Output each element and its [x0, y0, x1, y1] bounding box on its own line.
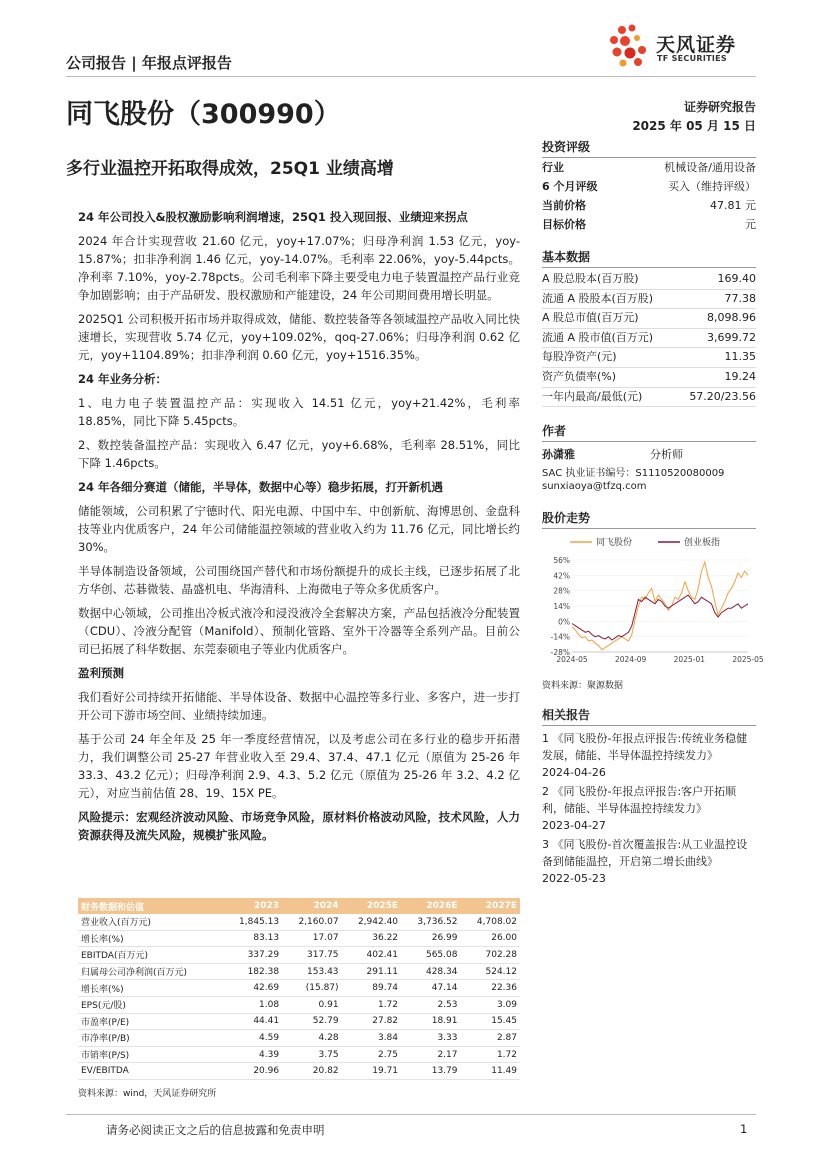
body-heading-4: 盈利预测: [78, 666, 124, 680]
financial-table-source: 资料来源：wind，天风证券研究所: [78, 1088, 217, 1099]
series-line-1: [572, 595, 748, 640]
body-paragraph: 基于公司 24 年全年及 25 年一季度经营情况，以及考虑公司在多行业的稳步开拓潜力，我们调整公司 25-27 年营业收入至 29.4、37.4、47.1 亿元（原值为 25-26 年 33.3、43.2 亿元）；归母净利润 2.9、4.3、5.2 亿元（原值为 25-26 年 3.2、4.2 亿元），对应当前估值 28、19、15X PE。: [78, 732, 520, 800]
financial-table-header: 2025E: [342, 898, 401, 914]
report-type: 证券研究报告: [683, 100, 756, 114]
rating-row-value: 47.81 元: [710, 199, 756, 212]
table-cell: (15.87): [282, 980, 341, 997]
table-cell: 2,160.07: [282, 914, 341, 930]
rating-row: [542, 177, 756, 196]
basic-row: [542, 309, 756, 329]
rating-row-key: 目标价格: [542, 218, 586, 231]
table-cell: 1,845.13: [223, 914, 282, 930]
author-role: 分析师: [650, 448, 683, 461]
table-cell: 565.08: [401, 947, 460, 964]
rating-row-key: 行业: [542, 161, 564, 174]
report-category: 公司报告 | 年报点评报告: [66, 54, 232, 72]
basic-row-key: 一年内最高/最低(元): [542, 389, 643, 403]
financial-table-header: 2023: [223, 898, 282, 914]
body-paragraph: 储能领域，公司积累了宁德时代、阳光电源、中国中车、中创新航、海博思创、金盘科技等业内优质客户，24 年公司储能温控领域的营业收入约为 11.76 亿元，同比增长约 30%。: [78, 504, 520, 554]
basic-row-key: 资产负债率(%): [542, 369, 617, 383]
table-cell: 3.09: [460, 996, 520, 1013]
related-heading: 相关报告: [542, 706, 756, 726]
table-cell: 18.91: [401, 1013, 460, 1030]
table-cell: 47.14: [401, 980, 460, 997]
logo-en: TF SECURITIES: [657, 54, 727, 63]
table-row: [78, 930, 520, 947]
table-cell: 428.34: [401, 963, 460, 980]
y-tick-label: 42%: [553, 571, 570, 581]
table-cell: 153.43: [282, 963, 341, 980]
page-subtitle: 多行业温控开拓取得成效，25Q1 业绩高增: [66, 159, 394, 179]
page-title: 同飞股份（300990）: [66, 99, 341, 130]
rating-row-value: 元: [745, 218, 756, 231]
table-row: [78, 947, 520, 964]
y-tick-label: 56%: [553, 556, 570, 565]
table-cell: 市销率(P/S): [78, 1046, 223, 1063]
rating-row: [542, 158, 756, 177]
basic-row: [542, 368, 756, 388]
table-cell: 4.59: [223, 1030, 282, 1047]
legend-label: 同飞股份: [596, 538, 633, 548]
table-cell: 182.38: [223, 963, 282, 980]
basic-row-value: 77.38: [724, 291, 756, 305]
table-cell: 4.39: [223, 1046, 282, 1063]
x-tick-label: 2024-09: [614, 655, 647, 664]
stock-chart: [542, 532, 764, 670]
table-cell: 702.28: [460, 947, 520, 964]
financial-table-header: 2027E: [460, 898, 520, 914]
rating-row-key: 6 个月评级: [542, 180, 598, 193]
page-number: 1: [740, 1122, 748, 1136]
table-cell: 26.00: [460, 930, 520, 947]
table-cell: 4,708.02: [460, 914, 520, 930]
table-cell: 4.28: [282, 1030, 341, 1047]
basic-row: [542, 270, 756, 290]
body-paragraph: 1、电力电子装置温控产品：实现收入 14.51 亿元，yoy+21.42%，毛利率 18.85%，同比下降 5.45pcts。: [78, 396, 520, 428]
table-cell: 3.75: [282, 1046, 341, 1063]
risk-warning: 风险提示：宏观经济波动风险、市场竞争风险，原材料价格波动风险，技术风险，人力资源获得及流失风险，规模扩张风险。: [78, 810, 520, 842]
table-row: [78, 996, 520, 1013]
table-cell: 市盈率(P/E): [78, 1013, 223, 1030]
y-tick-label: 14%: [553, 602, 570, 611]
table-row: [78, 1046, 520, 1063]
y-tick-label: 28%: [553, 586, 570, 596]
related-report-title[interactable]: 2 《同飞股份-年报点评报告:客户开拓顺利，储能、半导体温控持续发力》: [542, 785, 737, 815]
table-cell: 增长率(%): [78, 980, 223, 997]
table-cell: 增长率(%): [78, 930, 223, 947]
table-cell: 42.69: [223, 980, 282, 997]
author-panel: [542, 422, 756, 492]
body-paragraph: 数据中心领域，公司推出冷板式液冷和浸没液冷全套解决方案，产品包括液冷分配装置（CDU）、冷液分配管（Manifold）、预制化管路、室外干冷器等全系列产品。目前公司已拓展了科华数据、东莞泰硕电子等业内优质客户。: [78, 606, 520, 656]
table-cell: 0.91: [282, 996, 341, 1013]
table-row: [78, 1063, 520, 1080]
table-cell: 317.75: [282, 947, 341, 964]
related-report[interactable]: [542, 836, 756, 887]
table-cell: 归属母公司净利润(百万元): [78, 963, 223, 980]
basic-row-value: 169.40: [717, 272, 756, 285]
table-cell: 19.71: [342, 1063, 401, 1080]
table-cell: 89.74: [342, 980, 401, 997]
table-cell: 2.53: [401, 996, 460, 1013]
table-cell: EBITDA(百万元): [78, 947, 223, 964]
table-row: [78, 1013, 520, 1030]
body-heading-3: 24 年各细分赛道（储能，半导体，数据中心等）稳步拓展，打开新机遇: [78, 480, 444, 494]
table-cell: 337.29: [223, 947, 282, 964]
basic-row: [542, 329, 756, 349]
financial-table-header: 财务数据和估值: [78, 898, 223, 914]
report-date: 2025 年 05 月 15 日: [632, 119, 756, 133]
financial-table-wrap: [78, 898, 520, 1099]
rating-panel: [542, 138, 756, 234]
table-row: [78, 963, 520, 980]
financial-table-header: 2026E: [401, 898, 460, 914]
basic-row-key: 流通 A 股市值(百万元): [542, 330, 654, 344]
table-cell: 1.08: [223, 996, 282, 1013]
financial-table: [78, 898, 520, 1080]
basic-row: [542, 290, 756, 310]
basic-row-key: 流通 A 股股本(百万股): [542, 291, 654, 305]
header-divider: [66, 76, 756, 77]
table-cell: 15.45: [460, 1013, 520, 1030]
basic-row-value: 8,098.96: [707, 311, 756, 325]
table-cell: 13.79: [401, 1063, 460, 1080]
basic-row-key: A 股总市值(百万元): [542, 311, 639, 325]
related-report-title[interactable]: 1 《同飞股份-年报点评报告:传统业务稳健发展，储能、半导体温控持续发力》: [542, 732, 748, 762]
tf-logo-icon: [608, 22, 654, 68]
body-paragraph: 半导体制造设备领域，公司围绕国产替代和市场份额提升的成长主线，已逐步拓展了北方华创、芯碁微装、晶盛机电、华海清科、上海微电子等众多优质客户。: [78, 564, 520, 596]
body-paragraph: 2025Q1 公司积极开拓市场并取得成效，储能、数控装备等各领域温控产品收入同比快速增长，实现营收 5.74 亿元，yoy+109.02%，qoq-27.06%；归母净利润 0.62 亿元，yoy+1104.89%；扣非净利润 0.60 亿元，yoy+1516.35%。: [78, 312, 520, 362]
author-heading: 作者: [542, 422, 756, 442]
table-cell: 3,736.52: [401, 914, 460, 930]
table-cell: 2.75: [342, 1046, 401, 1063]
author-cert: SAC 执业证书编号：S1110520080009: [542, 468, 725, 479]
stock-chart-panel: [542, 509, 756, 529]
related-report-date: 2022-05-23: [542, 872, 606, 885]
table-cell: 营业收入(百万元): [78, 914, 223, 930]
table-cell: 402.41: [342, 947, 401, 964]
table-cell: EV/EBITDA: [78, 1063, 223, 1080]
table-cell: 3.84: [342, 1030, 401, 1047]
basic-row-value: 19.24: [724, 369, 756, 383]
table-cell: 44.41: [223, 1013, 282, 1030]
body-heading-2: 24 年业务分析：: [78, 372, 168, 386]
y-tick-label: -28%: [550, 648, 570, 657]
basic-row-key: A 股总股本(百万股): [542, 272, 639, 285]
table-cell: 36.22: [342, 930, 401, 947]
basic-row-value: 57.20/23.56: [689, 389, 756, 403]
financial-table-header: 2024: [282, 898, 341, 914]
table-cell: 52.79: [282, 1013, 341, 1030]
basic-row: [542, 388, 756, 408]
rating-row: [542, 196, 756, 215]
footer-disclaimer: 请务必阅读正文之后的信息披露和免责申明: [106, 1123, 325, 1137]
table-cell: 2.87: [460, 1030, 520, 1047]
y-tick-label: 0%: [558, 617, 570, 627]
basic-row-value: 3,699.72: [707, 330, 756, 344]
related-report-date: 2023-04-27: [542, 819, 606, 832]
footer-divider: [66, 1114, 756, 1115]
body-paragraph: 2、数控装备温控产品：实现收入 6.47 亿元，yoy+6.68%，毛利率 28.51%，同比下降 1.46pcts。: [78, 438, 520, 470]
table-cell: 26.99: [401, 930, 460, 947]
legend-label: 创业板指: [684, 538, 721, 548]
x-tick-label: 2025-05: [732, 655, 764, 664]
table-cell: 2,942.40: [342, 914, 401, 930]
rating-row: [542, 215, 756, 234]
body-paragraph: 2024 年合计实现营收 21.60 亿元，yoy+17.07%；归母净利润 1.53 亿元，yoy-15.87%；扣非净利润 1.46 亿元，yoy-14.07%。毛利率 22.06%，yoy-5.44pcts。净利率 7.10%，yoy-2.78pcts。公司毛利率下降主要受电力电子装置温控产品行业竞争加剧影响；由于产品研发、股权激励和产能建设，24 年公司期间费用增长明显。: [78, 234, 520, 302]
table-cell: 11.49: [460, 1063, 520, 1080]
main-body: [78, 202, 520, 850]
related-panel: [542, 706, 756, 889]
basic-row: [542, 348, 756, 368]
table-row: [78, 980, 520, 997]
related-report[interactable]: [542, 730, 756, 781]
table-cell: 83.13: [223, 930, 282, 947]
rating-row-value: 机械设备/通用设备: [664, 161, 756, 174]
related-report[interactable]: [542, 783, 756, 834]
table-cell: EPS(元/股): [78, 996, 223, 1013]
y-tick-label: -14%: [550, 632, 570, 642]
basic-row-value: 11.35: [724, 350, 756, 364]
basic-row-key: 每股净资产(元): [542, 350, 617, 364]
body-heading-1: 24 年公司投入&股权激励影响利润增速，25Q1 投入现回报、业绩迎来拐点: [78, 210, 468, 224]
table-cell: 市净率(P/B): [78, 1030, 223, 1047]
rating-row-value: 买入（维持评级）: [668, 180, 756, 193]
table-cell: 22.36: [460, 980, 520, 997]
table-row: [78, 914, 520, 930]
table-cell: 291.11: [342, 963, 401, 980]
author-email[interactable]: sunxiaoya@tfzq.com: [542, 481, 647, 492]
body-paragraph: 我们看好公司持续开拓储能、半导体设备、数据中心温控等多行业、多客户，进一步打开公司下游市场空间、业绩持续加速。: [78, 690, 520, 722]
related-report-date: 2024-04-26: [542, 766, 606, 779]
basic-data-panel: [542, 248, 756, 407]
table-cell: 27.82: [342, 1013, 401, 1030]
logo-cn: 天风证券: [656, 34, 737, 56]
table-cell: 2.17: [401, 1046, 460, 1063]
table-cell: 3.33: [401, 1030, 460, 1047]
rating-row-key: 当前价格: [542, 199, 586, 212]
stock-chart-heading: 股价走势: [542, 509, 756, 529]
author-name: 孙潇雅: [542, 448, 575, 461]
x-tick-label: 2024-05: [556, 655, 588, 664]
related-report-title[interactable]: 3 《同飞股份-首次覆盖报告:从工业温控设备到储能温控，开启第二增长曲线》: [542, 838, 748, 868]
table-cell: 20.96: [223, 1063, 282, 1080]
table-cell: 20.82: [282, 1063, 341, 1080]
table-cell: 1.72: [460, 1046, 520, 1063]
rating-heading: 投资评级: [542, 138, 756, 158]
x-tick-label: 2025-01: [673, 655, 706, 664]
table-row: [78, 1030, 520, 1047]
table-cell: 1.72: [342, 996, 401, 1013]
table-cell: 17.07: [282, 930, 341, 947]
basic-heading: 基本数据: [542, 248, 756, 268]
stock-chart-source: 资料来源：聚源数据: [542, 681, 624, 691]
table-cell: 524.12: [460, 963, 520, 980]
